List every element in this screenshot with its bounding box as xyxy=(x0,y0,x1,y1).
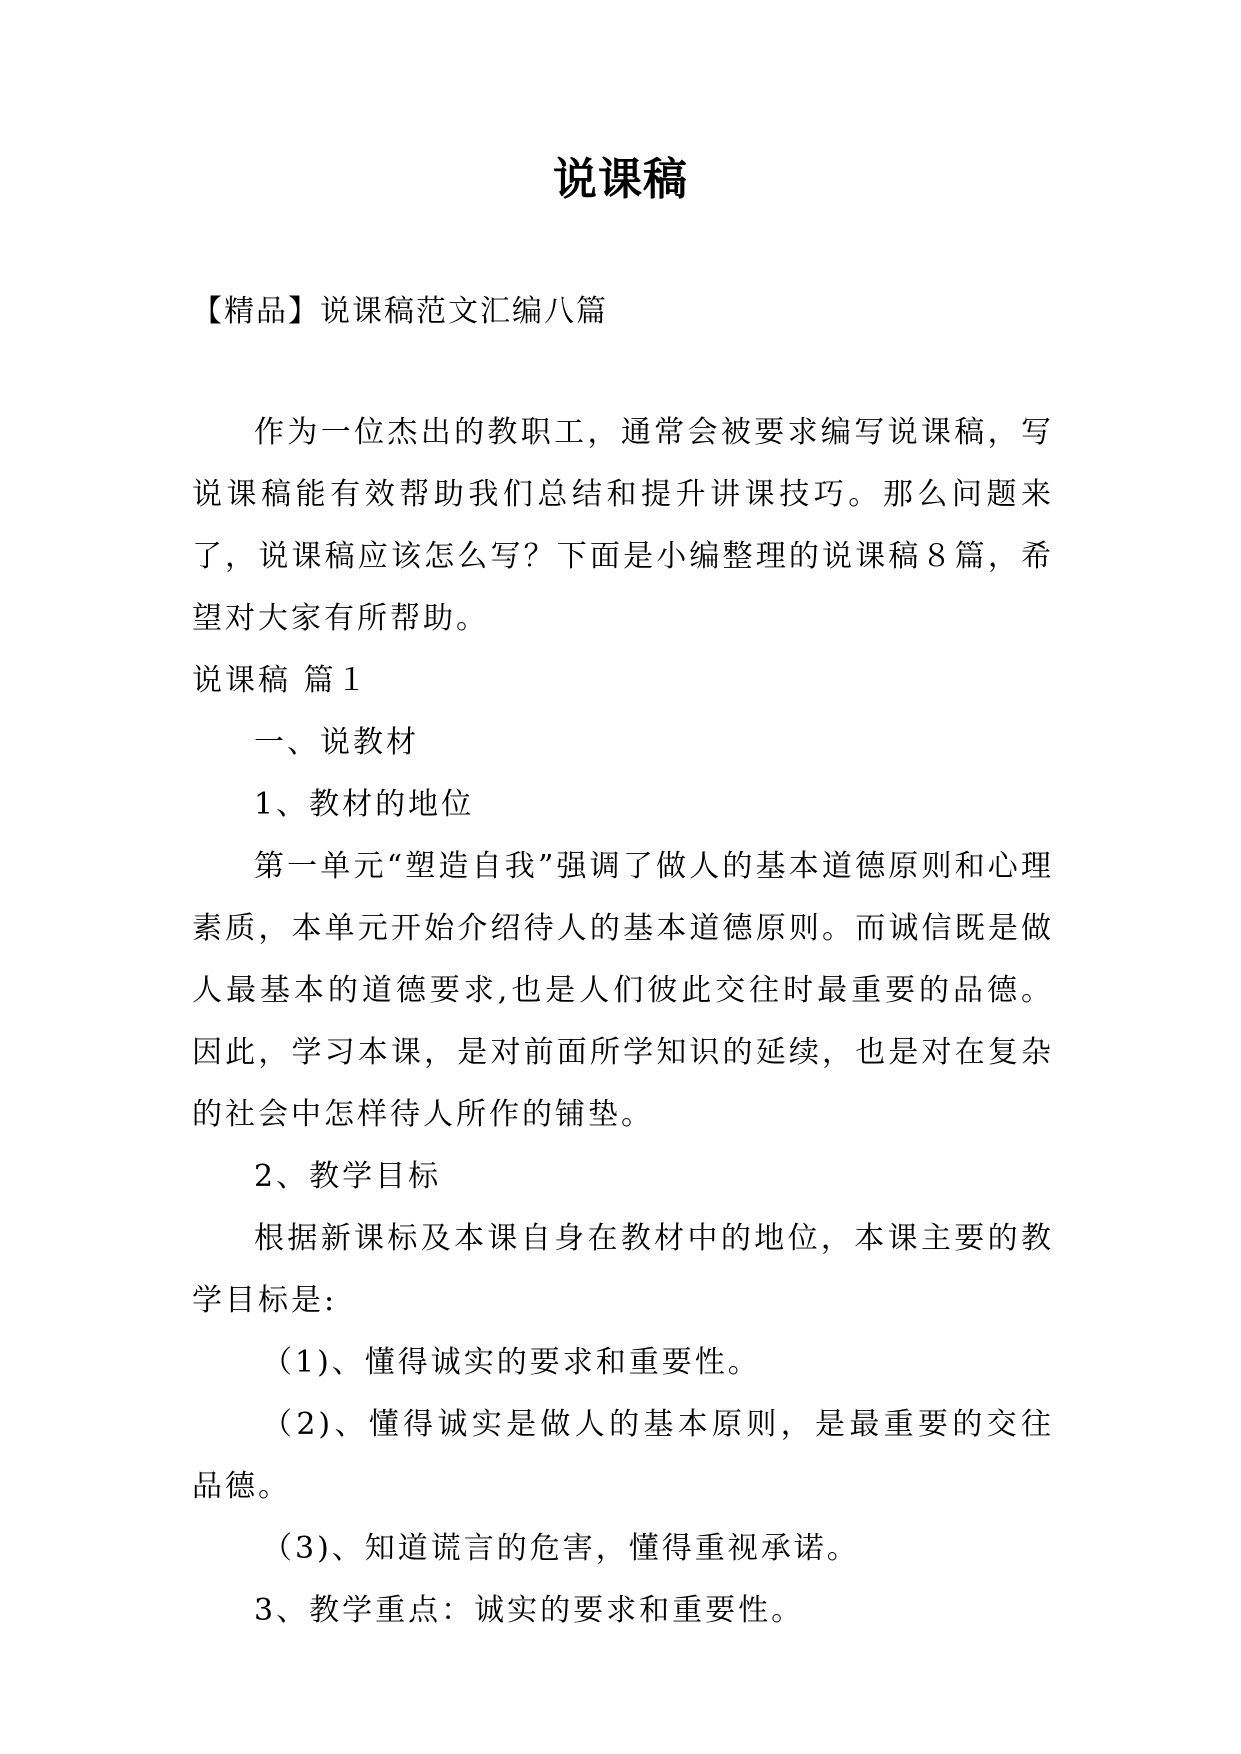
document-subtitle: 【精品】说课稿范文汇编八篇 xyxy=(192,294,608,329)
list-item: （1)、懂得诚实的要求和重要性。 xyxy=(262,1345,761,1380)
intro-paragraph: 作为一位杰出的教职工，通常会被要求编写说课稿，写说课稿能有效帮助我们总结和提升讲课技巧。那么问题来了，说课稿应该怎么写？下面是小编整理的说课稿８篇，希望对大家有所帮助。 xyxy=(192,415,1054,636)
section-heading: 说课稿 篇１ xyxy=(192,663,370,698)
document-body xyxy=(192,402,1054,1642)
list-item: （3)、知道谎言的危害，懂得重视承诺。 xyxy=(262,1531,860,1566)
subsection-heading: 3、教学重点：诚实的要求和重要性。 xyxy=(254,1593,805,1628)
body-paragraph: 第一单元“塑造自我”强调了做人的基本道德原则和心理素质，本单元开始介绍待人的基本道德原则。而诚信既是做人最基本的道德要求,也是人们彼此交往时最重要的品德。因此，学习本课，是对前面所学知识的延续，也是对在复杂的社会中怎样待人所作的铺垫。 xyxy=(192,849,1054,1132)
subsection-heading: 1、教材的地位 xyxy=(254,787,475,822)
body-paragraph: 根据新课标及本课自身在教材中的地位，本课主要的教学目标是: xyxy=(192,1221,1054,1318)
document-title: 说课稿 xyxy=(553,154,688,205)
subsection-heading: 一、说教材 xyxy=(254,725,419,760)
subsection-heading: 2、教学目标 xyxy=(254,1159,442,1194)
list-item: （2)、懂得诚实是做人的基本原则，是最重要的交往品德。 xyxy=(192,1407,1054,1504)
